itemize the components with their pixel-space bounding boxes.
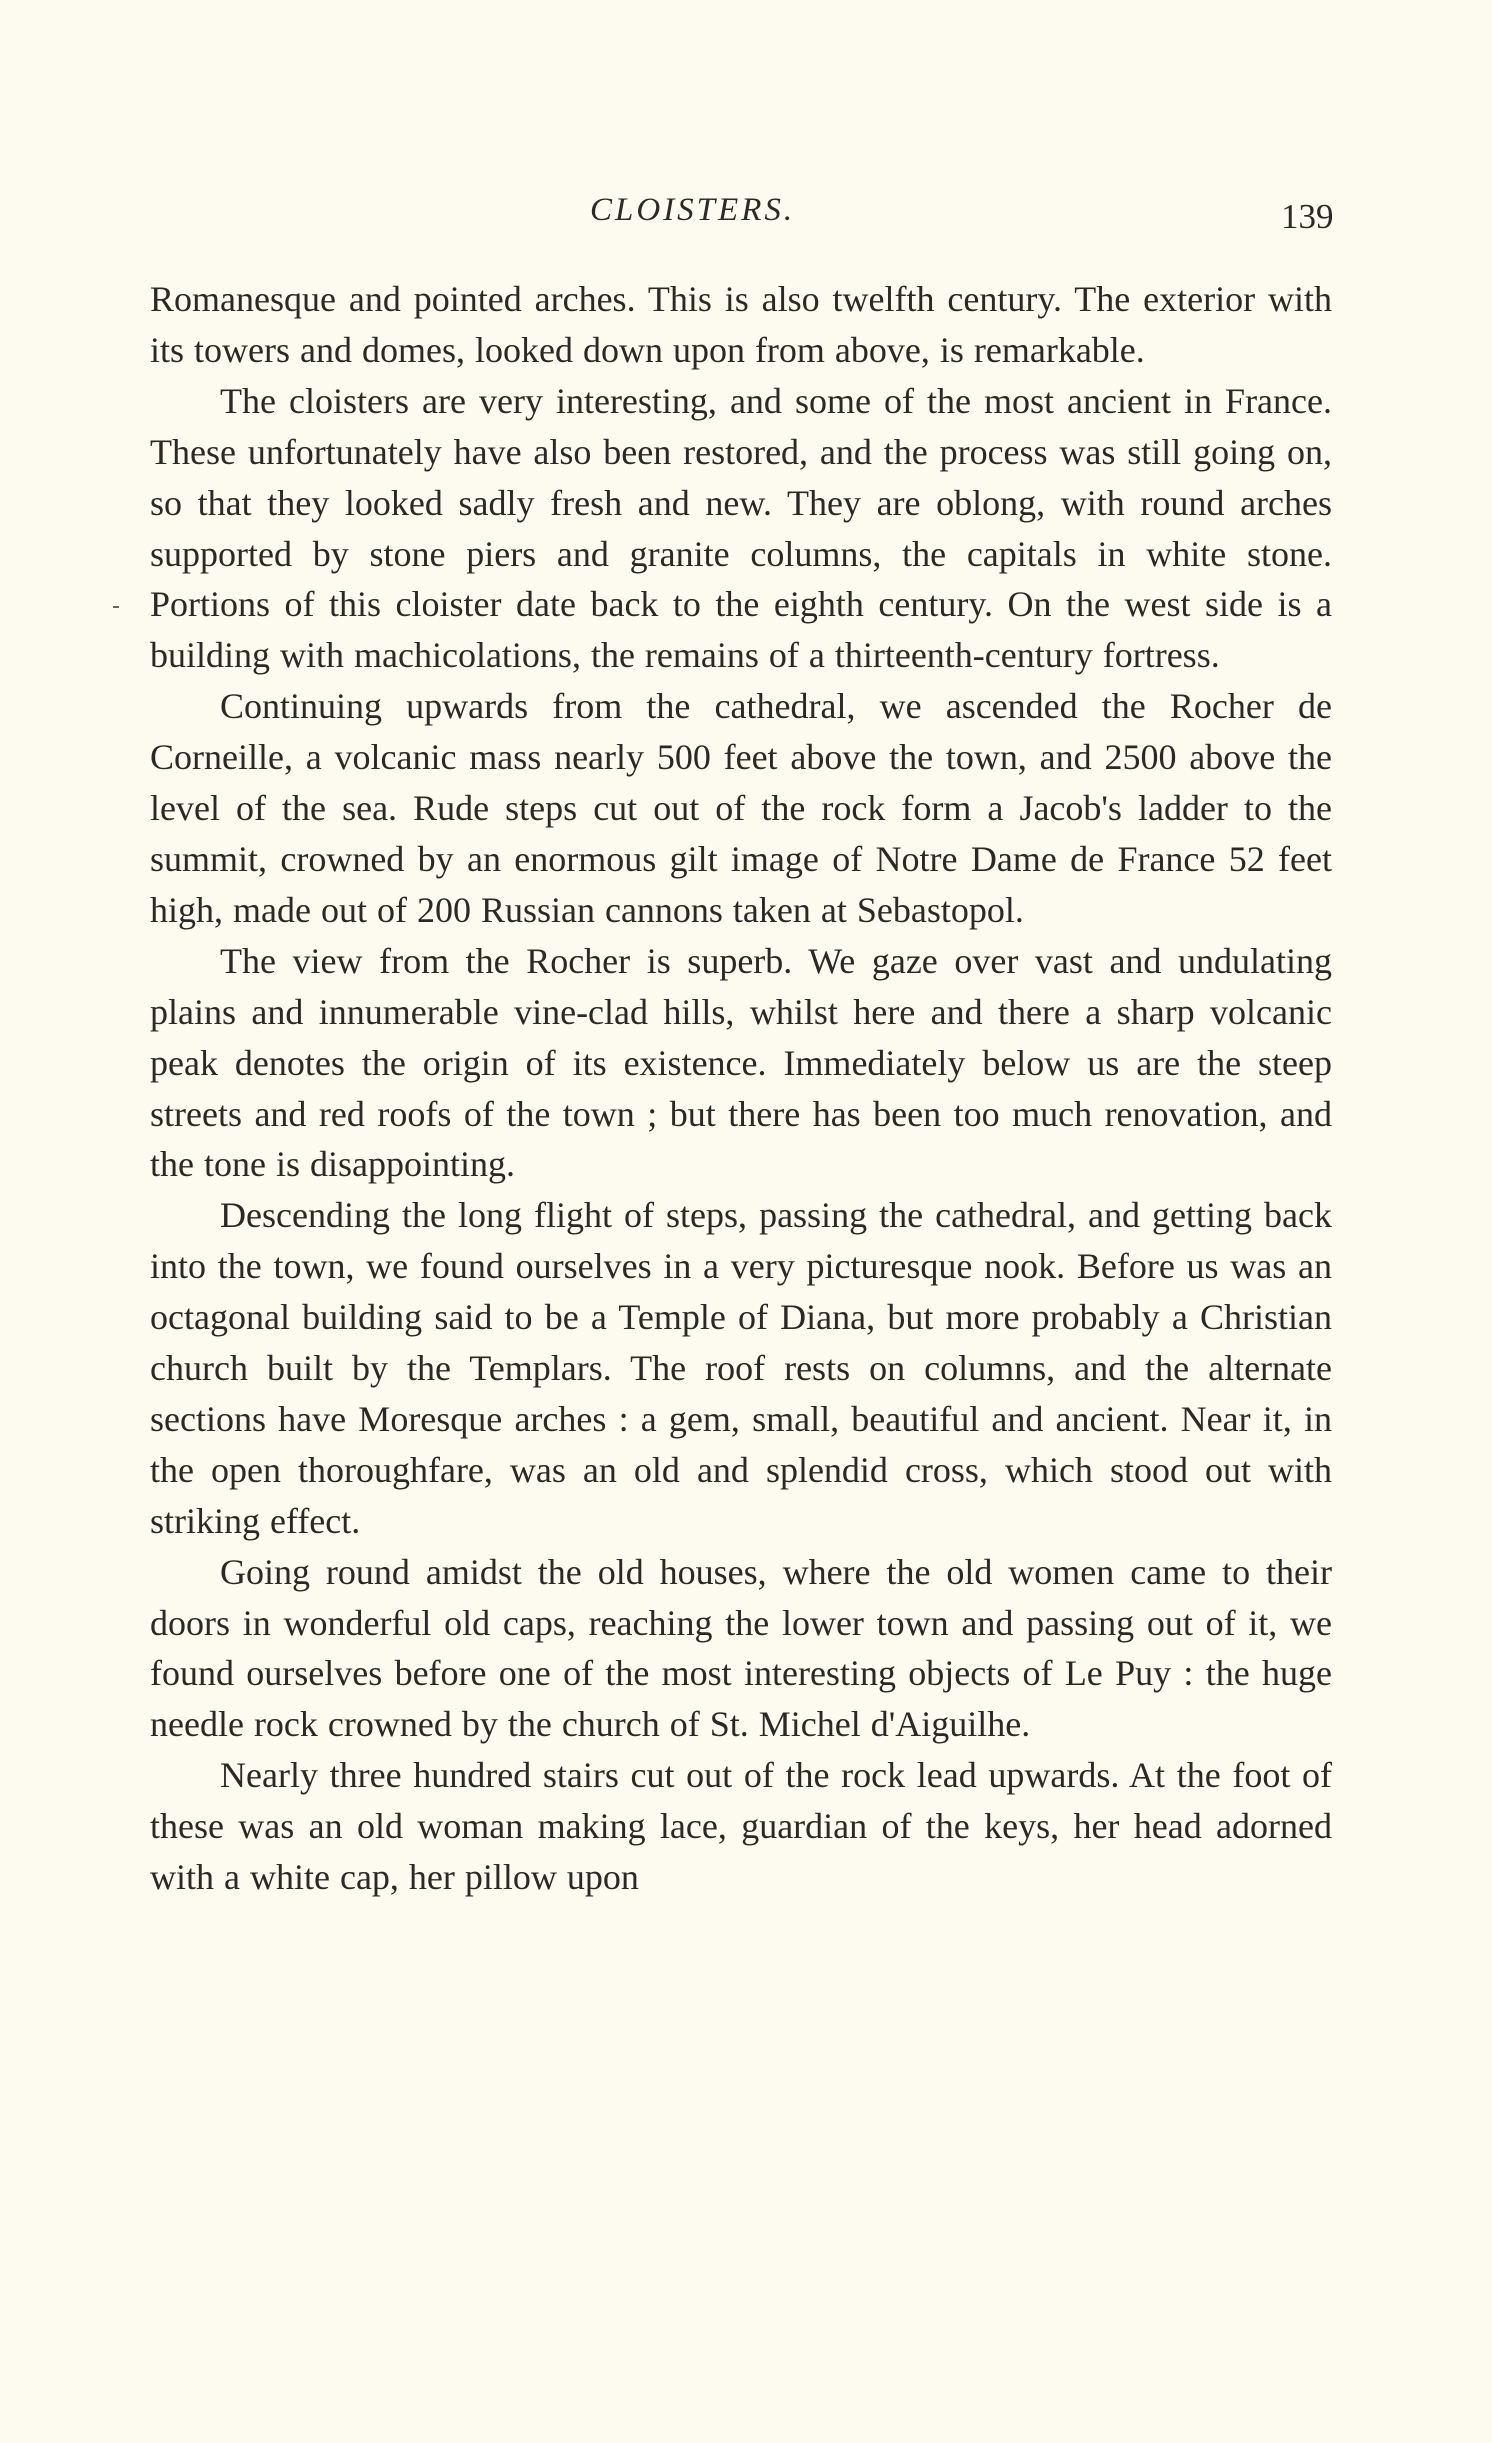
- paragraph-view: The view from the Rocher is superb. We gaze over vast and undulating plains and innumerable vine-clad hills, whilst here and there a sharp volcanic peak denotes the origin of its existence. Immediately below us are the steep streets and red roofs of the town ; but there has been too much renovation, and the tone is disappointing.: [150, 940, 1332, 1185]
- paragraph-continued: Romanesque and pointed arches. This is also twelfth century. The exterior with its towers and domes, looked down upon from above, is remarkable.: [150, 279, 1332, 370]
- paragraph-stairs: Nearly three hundred stairs cut out of the rock lead upwards. At the foot of these was an old woman making lace, guardian of the keys, her head adorned with a white cap, her pillow upon: [150, 1755, 1332, 1898]
- margin-mark: [113, 606, 119, 608]
- running-head: [0, 192, 1492, 242]
- paragraph-old-houses: Going round amidst the old houses, where the old women came to their doors in wonderful old caps, reaching the lower town and passing out of it, we found ourselves before one of the most interesting objects of Le Puy : the huge needle rock crowned by the church of St. Michel d'Aiguilhe.: [150, 1551, 1332, 1745]
- paragraph-temple-of-diana: Descending the long flight of steps, passing the cathedral, and getting back into the town, we found ourselves in a very picturesque nook. Before us was an octagonal building said to be a Temple of Diana, but more probably a Christian church built by the Templars. The roof rests on columns, and the alternate sections have Moresque arches : a gem, small, beautiful and ancient. Near it, in the open thoroughfare, was an old and splendid cross, which stood out with striking effect.: [150, 1195, 1332, 1541]
- paragraph-rocher-de-corneille: Continuing upwards from the cathedral, we ascended the Rocher de Corneille, a volcanic mass nearly 500 feet above the town, and 2500 above the level of the sea. Rude steps cut out of the rock form a Jacob's ladder to the summit, crowned by an enormous gilt image of Notre Dame de France 52 feet high, made out of 200 Russian cannons taken at Sebastopol.: [150, 686, 1332, 930]
- body-text: [150, 274, 1332, 1903]
- paragraph-cloisters: The cloisters are very interesting, and some of the most ancient in France. These unfortunately have also been restored, and the process was still going on, so that they looked sadly fresh and new. They are oblong, with round arches supported by stone piers and granite columns, the capitals in white stone. Portions of this cloister date back to the eighth century. On the west side is a building with machicolations, the remains of a thirteenth-century fortress.: [150, 380, 1332, 676]
- page-number: 139: [1281, 197, 1334, 236]
- running-title: CLOISTERS.: [590, 192, 796, 228]
